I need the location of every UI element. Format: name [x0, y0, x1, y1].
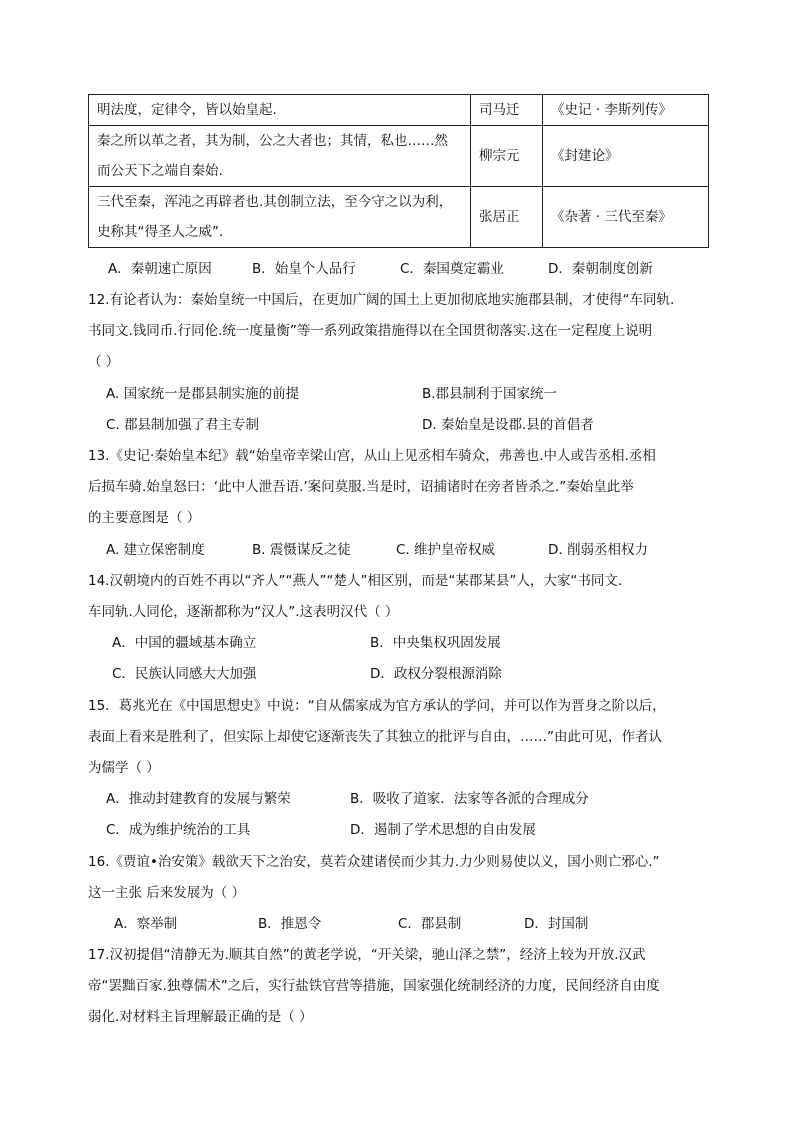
q15-stem-line: 15．葛兆光在《中国思想史》中说：“自从儒家成为官方承认的学问，并可以作为晋身之阶以后， [88, 698, 666, 714]
author-cell: 司马迁 [471, 95, 543, 126]
q12-options [106, 414, 706, 436]
option-a[interactable]: A. 建立保密制度 [106, 542, 205, 558]
q12-answer-blank: （ ） [88, 354, 120, 370]
quote-line: 而公天下之端自秦始. [97, 163, 223, 179]
quote-line: 史称其“得圣人之威”. [97, 224, 224, 240]
option-b[interactable]: B．推恩令 [258, 916, 322, 932]
option-a[interactable]: A．中国的疆域基本确立 [112, 635, 257, 651]
option-a[interactable]: A．推动封建教育的发展与繁荣 [106, 791, 291, 807]
q14-options [112, 632, 712, 654]
option-c[interactable]: C. 维护皇帝权威 [396, 542, 496, 558]
q17-stem-line: 弱化.对材料主旨理解最正确的是（ ） [88, 1009, 313, 1025]
q14-options [112, 663, 712, 685]
option-d[interactable]: D．遏制了学术思想的自由发展 [350, 822, 536, 838]
q17-stem-line: 17.汉初提倡“清静无为.顺其自然”的黄老学说，“开关梁，驰山泽之禁”，经济上较为开放.汉武 [88, 947, 646, 963]
q12-stem-line: 12.有论者认为：秦始皇统一中国后，在更加广阔的国土上更加彻底地实施郡县制，才使得“车同轨. [88, 292, 675, 308]
q14-stem-line: 车同轨.人同伦，逐渐都称为“汉人”.这表明汉代（ ） [88, 604, 399, 620]
option-b[interactable]: B.郡县制利于国家统一 [422, 386, 558, 402]
quote-cell [89, 187, 471, 248]
option-d[interactable]: D. 秦始皇是设郡.县的首倡者 [422, 417, 594, 433]
option-c[interactable]: C．郡县制 [398, 916, 462, 932]
quote-line: 秦之所以革之者，其为制，公之大者也；其情，私也……然 [97, 133, 448, 149]
quote-cell: 明法度，定律令，皆以始皇起. [89, 95, 471, 126]
q17-stem-line: 帝“罢黜百家.独尊儒术”之后，实行盐铁官营等措施，国家强化统制经济的力度，民间经济自由度 [88, 978, 660, 994]
table-row [89, 187, 709, 248]
q12-options [106, 383, 706, 405]
q12-stem-line: 书同文.钱同币.行同伦.统一度量衡”等一系列政策措施得以在全国贯彻落实.这在一定程度上说明 [88, 323, 653, 339]
option-d[interactable]: D. 削弱丞相权力 [548, 542, 648, 558]
q13-stem-line: 13.《史记·秦始皇本纪》载“始皇帝幸梁山宫，从山上见丞相车骑众，弗善也.中人或告丞相.丞相 [88, 448, 656, 464]
option-a[interactable]: A. 国家统一是郡县制实施的前提 [106, 386, 300, 402]
q16-options [114, 913, 714, 935]
q14-stem-line: 14.汉朝境内的百姓不再以“齐人”“燕人”“楚人”相区别，而是“某郡某县”人，大家“书同文. [88, 573, 623, 589]
option-a[interactable]: A．察举制 [114, 916, 178, 932]
option-d[interactable]: D．封国制 [524, 916, 589, 932]
q13-stem-line: 的主要意图是（ ） [88, 510, 201, 526]
option-d[interactable]: D．秦朝制度创新 [548, 261, 653, 277]
q11-options [108, 258, 708, 280]
author-cell: 柳宗元 [471, 126, 543, 187]
q13-stem-line: 后损车骑.始皇怒曰：‘此中人泄吾语.’案问莫服.当是时，诏捕诸时在旁者皆杀之.”秦始皇此举 [88, 479, 634, 495]
option-c[interactable]: C. 郡县制加强了君主专制 [106, 417, 260, 433]
source-cell: 《封建论》 [543, 126, 709, 187]
q16-stem-line: 这一主张 后来发展为（ ） [88, 885, 246, 901]
q15-options [106, 819, 706, 841]
table-row [89, 95, 709, 126]
quote-line: 三代至秦，浑沌之再辟者也.其创制立法，至今守之以为利， [97, 194, 453, 210]
option-d[interactable]: D．政权分裂根源消除 [370, 666, 502, 682]
option-b[interactable]: B．始皇个人品行 [252, 261, 356, 277]
author-cell: 张居正 [471, 187, 543, 248]
option-b[interactable]: B．吸收了道家．法家等各派的合理成分 [350, 791, 589, 807]
source-cell: 《杂著 · 三代至秦》 [543, 187, 709, 248]
option-b[interactable]: B. 震慑谋反之徒 [252, 542, 351, 558]
q13-options [106, 539, 706, 561]
table-row [89, 126, 709, 187]
quote-cell [89, 126, 471, 187]
source-cell: 《史记 · 李斯列传》 [543, 95, 709, 126]
q15-options [106, 788, 706, 810]
q16-stem-line: 16.《贾谊•治安策》载欲天下之治安，莫若众建诸侯而少其力.力少则易使以义，国小则亡邪心.” [88, 854, 660, 870]
q15-stem-line: 表面上看来是胜利了，但实际上却使它逐渐丧失了其独立的批评与自由，……”由此可见，作者认 [88, 729, 662, 745]
option-c[interactable]: C．民族认同感大大加强 [112, 666, 257, 682]
option-c[interactable]: C．秦国奠定霸业 [400, 261, 504, 277]
option-c[interactable]: C．成为维护统治的工具 [106, 822, 251, 838]
q15-stem-line: 为儒学（ ） [88, 760, 160, 776]
option-a[interactable]: A．秦朝速亡原因 [108, 261, 212, 277]
option-b[interactable]: B．中央集权巩固发展 [370, 635, 501, 651]
source-table [88, 94, 709, 248]
